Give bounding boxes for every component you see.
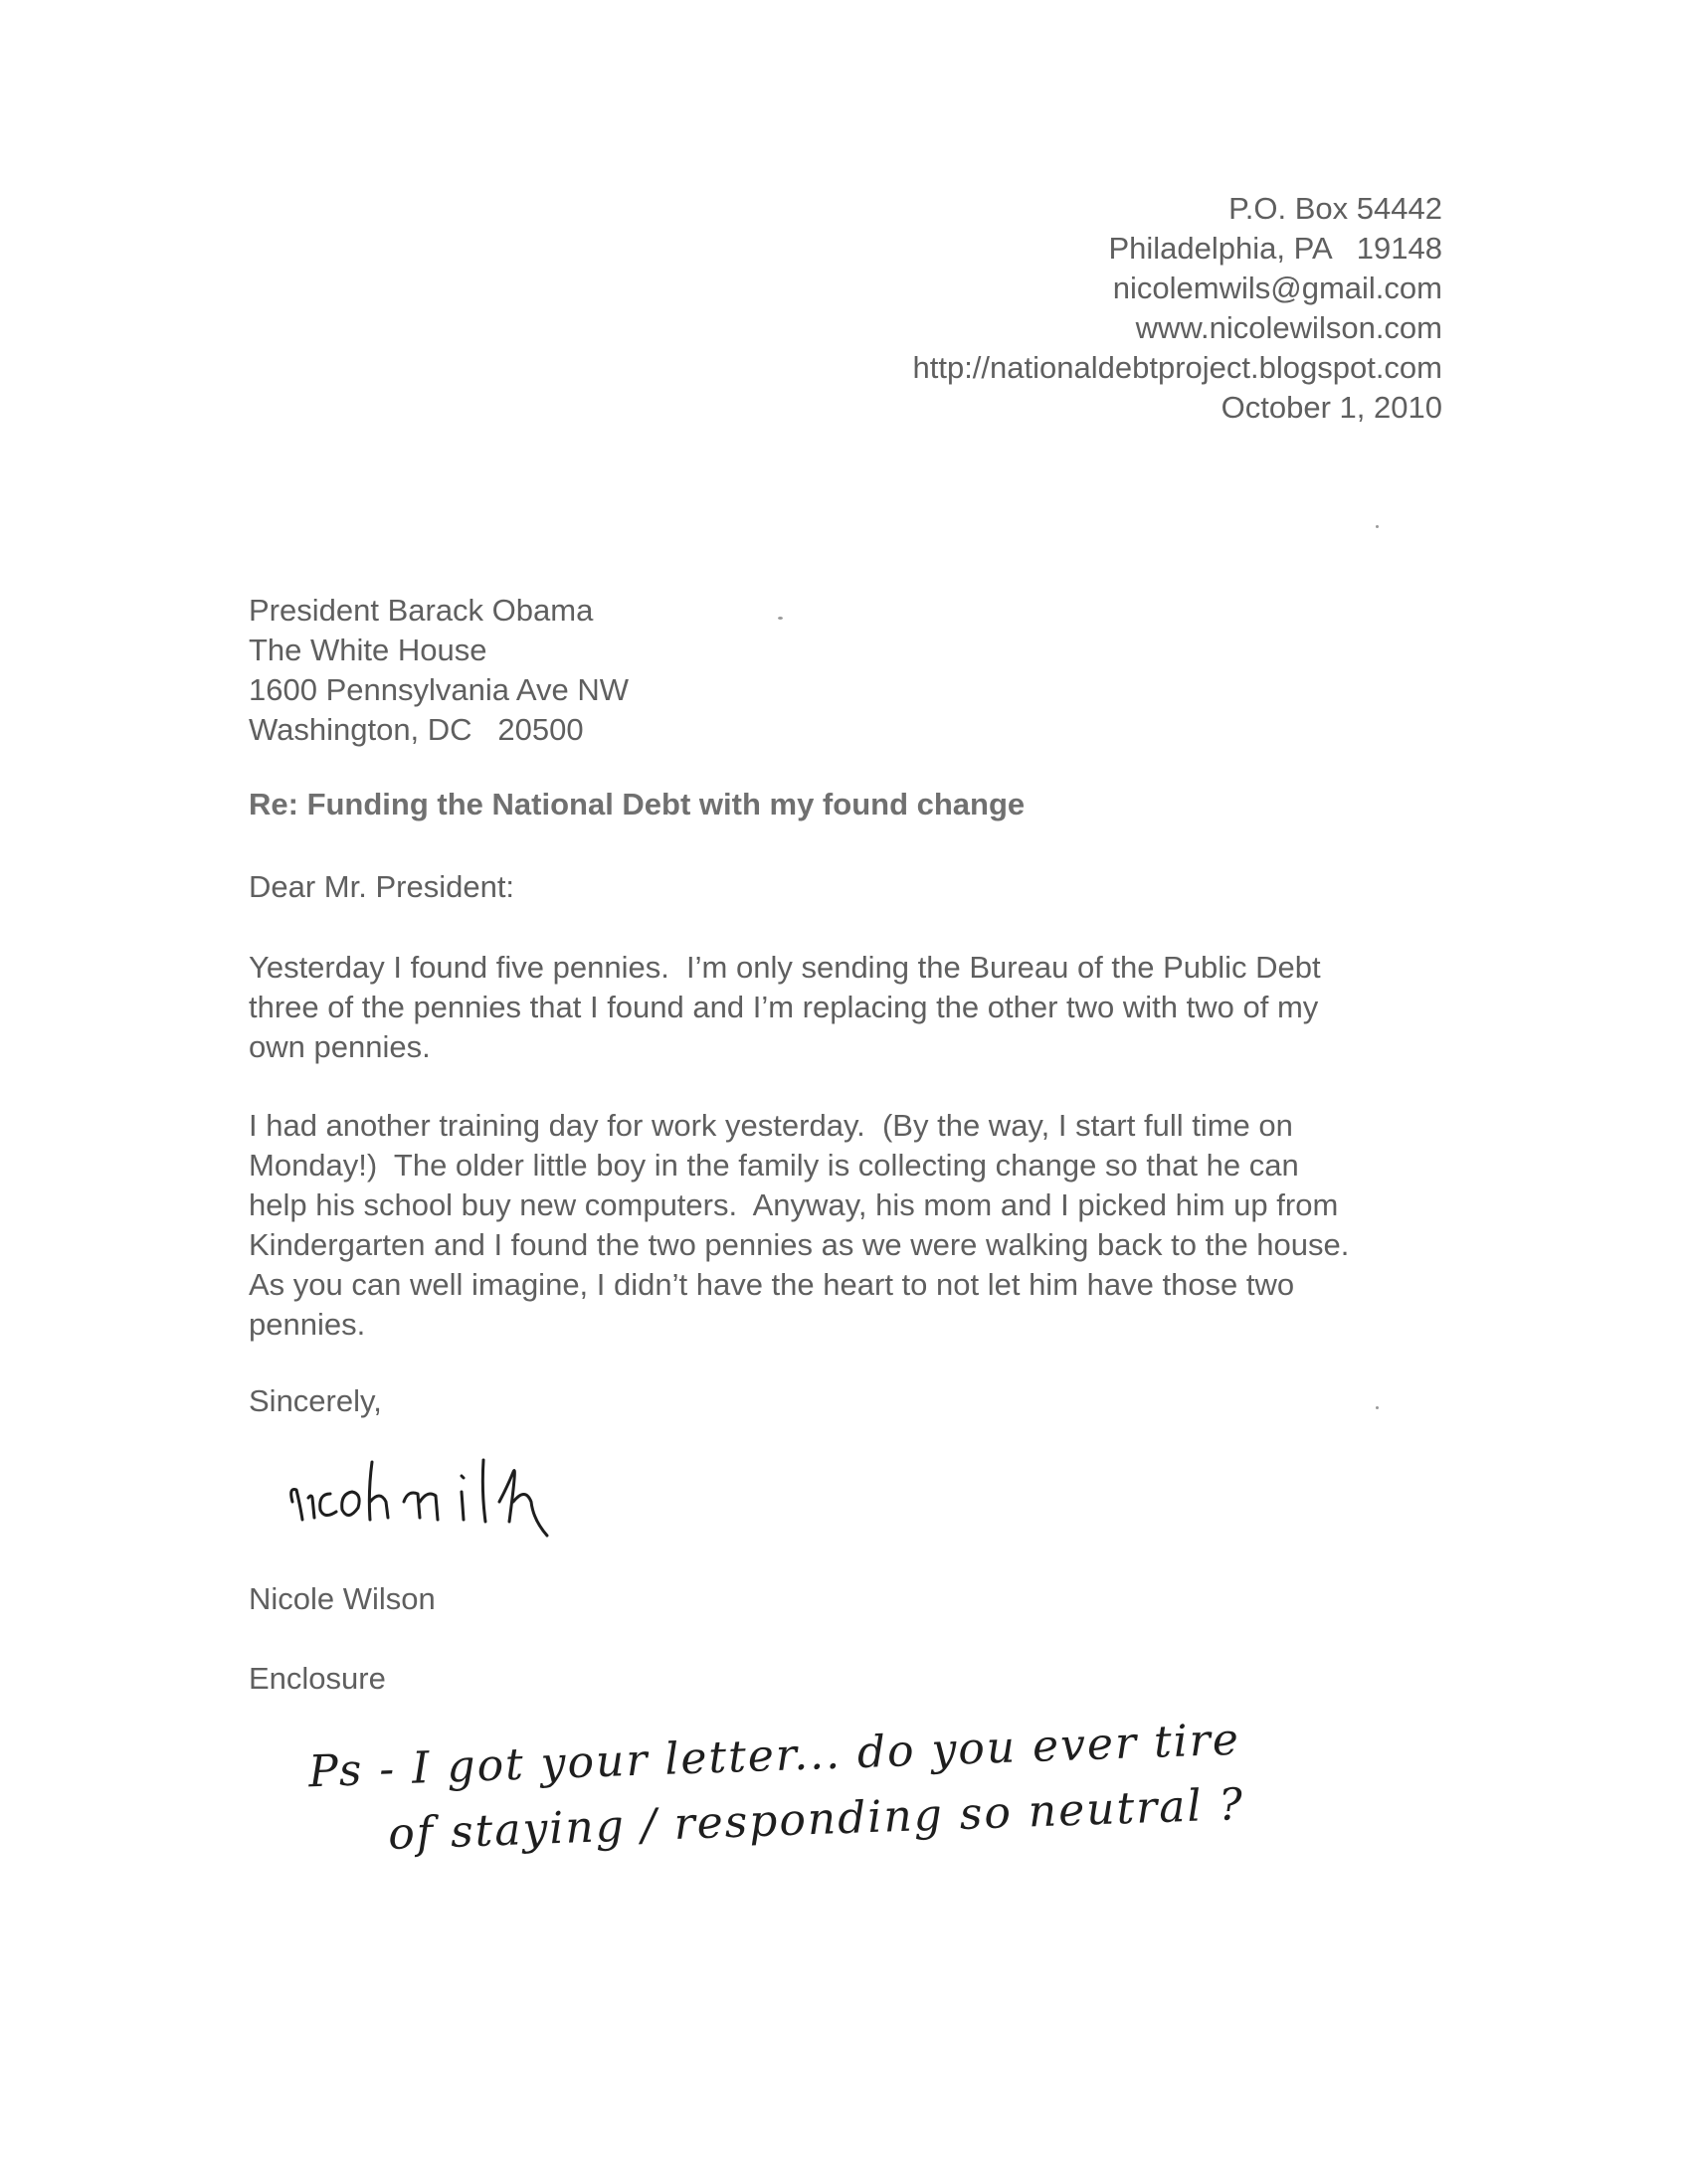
sender-email: nicolemwils@gmail.com xyxy=(1112,271,1442,305)
scan-speck xyxy=(778,617,783,620)
sender-website: www.nicolewilson.com xyxy=(1135,310,1442,345)
handwritten-signature xyxy=(279,1432,746,1551)
recipient-street: 1600 Pennsylvania Ave NW xyxy=(249,672,629,707)
recipient-name: President Barack Obama xyxy=(249,593,594,628)
sender-city-state-zip: Philadelphia, PA 19148 xyxy=(1108,231,1442,266)
salutation: Dear Mr. President: xyxy=(249,869,515,904)
sender-po-box: P.O. Box 54442 xyxy=(1228,191,1442,226)
subject-line: Re: Funding the National Debt with my found change xyxy=(249,787,1026,821)
postscript-line-1: Ps - I got your letter... do you ever tire xyxy=(307,1714,1241,1798)
paragraph-line: own pennies. xyxy=(249,1029,431,1064)
paragraph-line: Monday!) The older little boy in the family is collecting change so that he can xyxy=(249,1148,1299,1183)
paragraph-line: As you can well imagine, I didn’t have the heart to not let him have those two xyxy=(249,1267,1295,1302)
handwritten-postscript xyxy=(298,1714,1552,1890)
paragraph-line: help his school buy new computers. Anyway, his mom and I picked him up from xyxy=(249,1187,1339,1222)
body-paragraph-2 xyxy=(249,1106,1452,1345)
sender-address-block xyxy=(912,189,1442,428)
sender-blog: http://nationaldebtproject.blogspot.com xyxy=(912,350,1442,385)
recipient-city-state-zip: Washington, DC 20500 xyxy=(249,712,584,747)
recipient-organization: The White House xyxy=(249,633,487,667)
scan-speck xyxy=(1376,1406,1379,1409)
postscript-line-2: of staying / responding so neutral ? xyxy=(387,1778,1245,1861)
paragraph-line: Kindergarten and I found the two pennies as we were walking back to the house. xyxy=(249,1227,1350,1262)
paragraph-line: three of the pennies that I found and I’m replacing the other two with two of my xyxy=(249,990,1319,1024)
recipient-address-block xyxy=(249,591,629,750)
paragraph-line: I had another training day for work yesterday. (By the way, I start full time on xyxy=(249,1108,1293,1143)
paragraph-line: pennies. xyxy=(249,1307,366,1342)
closing: Sincerely, xyxy=(249,1383,382,1418)
body-paragraph-1 xyxy=(249,948,1452,1067)
paragraph-line: Yesterday I found five pennies. I’m only sending the Bureau of the Public Debt xyxy=(249,950,1321,985)
signer-name: Nicole Wilson xyxy=(249,1581,436,1616)
scan-speck xyxy=(1376,525,1379,528)
letter-date: October 1, 2010 xyxy=(1221,390,1442,425)
enclosure-note: Enclosure xyxy=(249,1661,386,1696)
